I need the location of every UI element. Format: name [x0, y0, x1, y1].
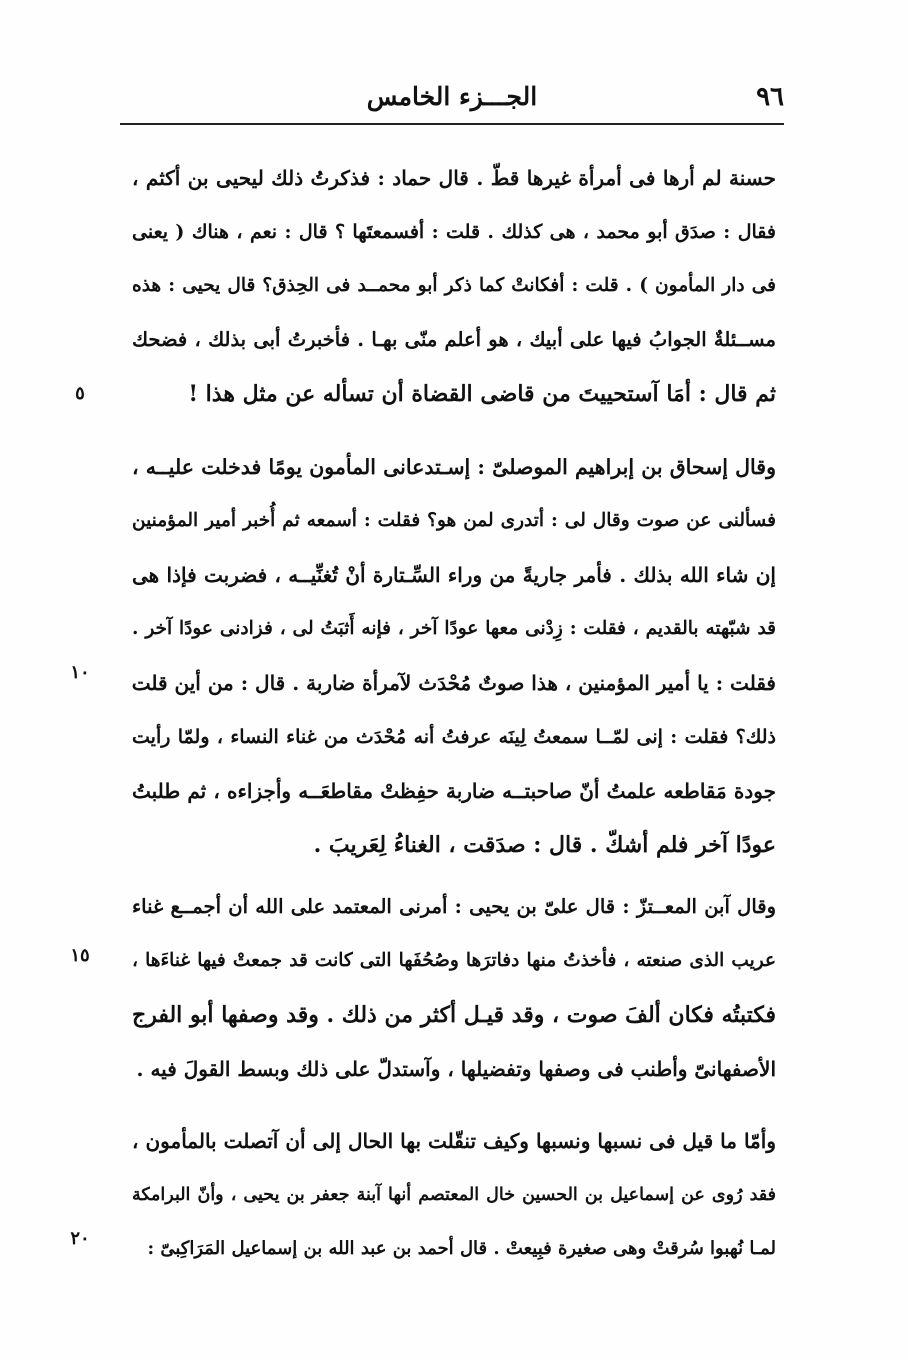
- text-line: فسألنى عن صوت وقال لى : أتدرى لمن هو؟ فقلت : أسمعه ثم أُخبر أمير المؤمنين: [132, 510, 776, 531]
- text-line: عريب الذى صنعته ، فأخذتُ منها دفاترَها وصُحُفَها التى كانت قد جمعتْ فيها غناءَها ،: [132, 950, 776, 971]
- text-line: فقد رُوى عن إسماعيل بن الحسين خال المعتصم أنها آبنة جعفر بن يحيى ، وأنّ البرامكة: [132, 1185, 776, 1205]
- text-line: جودة مَقاطعه علمتُ أنّ صاحبتــه ضاربة حفِظتْ مقاطعَــه وأجزاءه ، ثم طلبتُ: [132, 779, 776, 803]
- text-line: إن شاء الله بذلك . فأمر جاريةً من وراء السِّـتارة أنْ تُغنِّيــه ، فضربت فإذا هى: [132, 563, 776, 587]
- header-rule: [120, 123, 784, 125]
- text-line: فقال : صدَق أبو محمد ، هى كذلك . قلت : أفسمعتَها ؟ قال : نعم ، هناك ( يعنى: [132, 221, 776, 243]
- text-line: لمـا نُهبوا سُرقتْ وهى صغيرة فبِيعتْ . قال أحمد بن عبد الله بن إسماعيل المَرَاكِبىّ :: [147, 1238, 776, 1259]
- text-line: مســئلةٌ الجوابُ فيها على أبيك ، هو أعلم منّى بهـا . فأخبرتُ أبى بذلك ، فضحك: [132, 328, 776, 351]
- text-line: فقلت : يا أمير المؤمنين ، هذا صوتٌ مُحْدَث لآمرأة ضاربة . قال : من أين قلت: [132, 671, 776, 695]
- paragraph: [132, 440, 776, 872]
- margin-line-number: ١٠: [70, 662, 90, 683]
- page-number: ٩٦: [756, 82, 784, 112]
- margin-line-number: ٥: [75, 383, 85, 404]
- text-line: وأمّا ما قيل فى نسبها ونسبها وكيف تنقّلت بها الحال إلى أن آتصلت بالمأمون ،: [132, 1129, 776, 1153]
- text-line: ثم قال : أمَا آستحييتَ من قاضى القضاة أن تسأله عن مثل هذا !: [188, 381, 776, 407]
- margin-line-number: ٢٠: [70, 1228, 90, 1249]
- page-header: [120, 82, 784, 122]
- text-line: وقال آبن المعــتزّ : قال علىّ بن يحيى : أمرنى المعتمد على الله أن أجمــع غناء: [132, 895, 776, 918]
- text-line: حسنة لم أرها فى أمرأة غيرها قطّ . قال حماد : فذكرتُ ذلك ليحيى بن أكثم ،: [132, 166, 776, 190]
- paragraph: [132, 151, 776, 421]
- margin-line-number: ١٥: [70, 945, 90, 966]
- paragraph: [132, 880, 776, 1096]
- paragraph: [132, 1114, 776, 1276]
- text-line: ذلك؟ فقلت : إنى لمّــا سمعتُ لِينَه عرفتُ أنه مُحْدَث من غناء النساء ، ولمّا رأيت: [132, 726, 776, 748]
- running-title: الجـــزء الخامس: [366, 82, 538, 111]
- text-line: فكتبتُه فكان ألفَ صوت ، وقد قيـل أكثر من ذلك . وقد وصفها أبو الفرج: [132, 1002, 776, 1028]
- text-line: قد شبّهته بالقديم ، فقلت : زِدْنى معها عودًا آخر ، فإنه أَثبَتُ لى ، فزادنى عودًا آخر .: [132, 618, 776, 639]
- text-line: عودًا آخر فلم أشكّ . قال : صدَقت ، الغناءُ لِعَريبَ .: [313, 832, 776, 858]
- text-line: وقال إسحاق بن إبراهيم الموصلىّ : إسـتدعانى المأمون يومًا فدخلت عليــه ،: [132, 455, 776, 479]
- text-line: فى دار المأمون ) . قلت : أفكانتْ كما ذكر أبو محمــد فى الحِذق؟ قال يحيى : هذه: [132, 275, 776, 296]
- text-line: الأصفهانىّ وأطنب فى وصفها وتفضيلها ، وآستدلّ على ذلك وبسط القولَ فيه .: [136, 1057, 776, 1081]
